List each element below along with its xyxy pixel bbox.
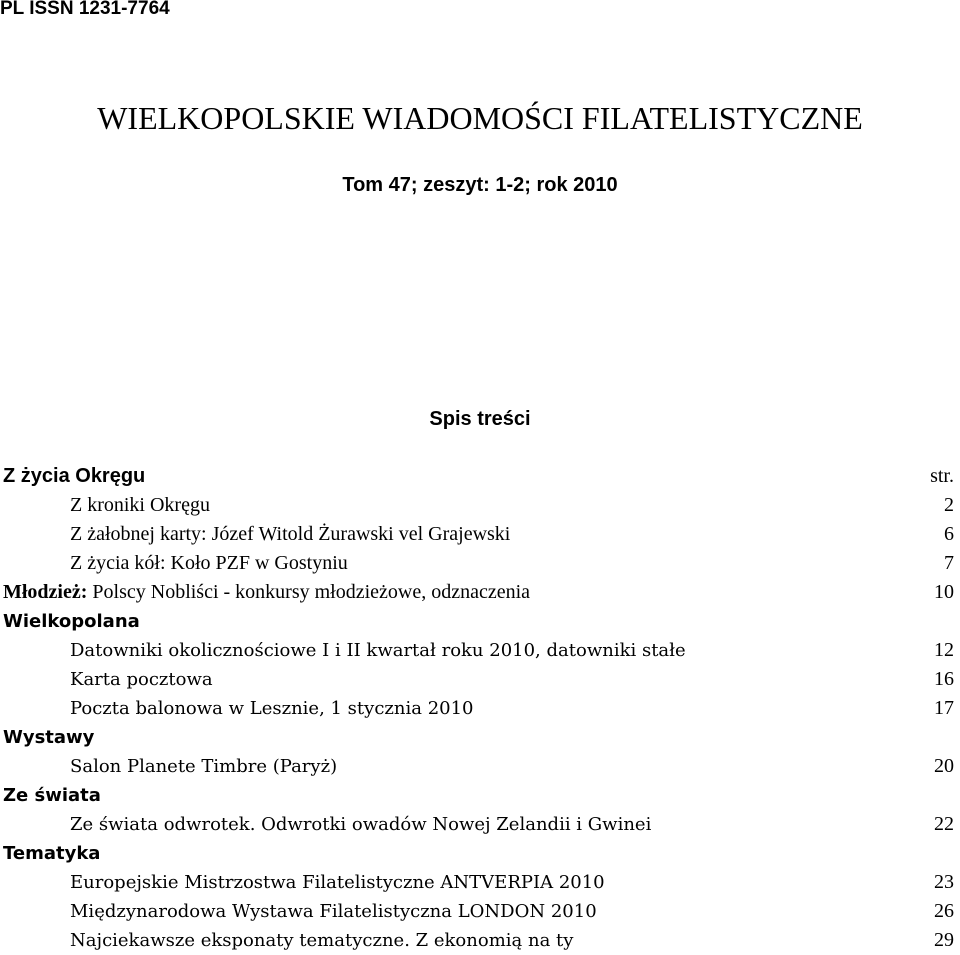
toc-entry-title: Z żałobnej karty: Józef Witold Żurawski vel Grajewski <box>70 523 511 545</box>
toc-entry-page: 23 <box>934 871 954 893</box>
section-title: Wystawy <box>3 727 95 748</box>
toc-entry[interactable] <box>0 897 960 926</box>
toc-entry-title: Z życia kół: Koło PZF w Gostyniu <box>70 552 348 574</box>
volume-info: Tom 47; zeszyt: 1-2; rok 2010 <box>342 174 618 196</box>
toc-entry[interactable] <box>0 636 960 665</box>
toc-entry[interactable] <box>0 520 960 549</box>
toc-section-wystawy <box>0 723 960 752</box>
toc-entry[interactable] <box>0 491 960 520</box>
toc-entry-mlodziez[interactable] <box>0 578 960 607</box>
toc-entry-page: 2 <box>944 494 954 516</box>
toc-entry-title: Poczta balonowa w Lesznie, 1 stycznia 2010 <box>70 698 474 719</box>
toc-entry[interactable] <box>0 694 960 723</box>
publication-title: WIELKOPOLSKIE WIADOMOŚCI FILATELISTYCZNE <box>97 100 863 136</box>
toc-entry-title: Karta pocztowa <box>70 669 213 690</box>
toc-entry[interactable] <box>0 868 960 897</box>
toc-entry[interactable] <box>0 665 960 694</box>
section-title: Wielkopolana <box>3 611 140 632</box>
toc-entry-page: 7 <box>944 552 954 574</box>
toc-entry-title: Ze świata odwrotek. Odwrotki owadów Nowej Zelandii i Gwinei <box>70 814 652 835</box>
toc-entry[interactable] <box>0 926 960 955</box>
toc-section-wielkopolana <box>0 607 960 636</box>
toc-entry-title: Salon Planete Timbre (Paryż) <box>70 756 338 777</box>
toc-entry-title: Najciekawsze eksponaty tematyczne. Z ekonomią na ty <box>70 930 574 951</box>
section-title: Ze świata <box>3 785 101 806</box>
page-column-label: str. <box>930 465 954 487</box>
section-title: Z życia Okręgu <box>3 465 146 487</box>
toc-entry-title: Datowniki okolicznościowe I i II kwartał roku 2010, datowniki stałe <box>70 640 686 661</box>
toc-entry-title: Międzynarodowa Wystawa Filatelistyczna LONDON 2010 <box>70 901 597 922</box>
toc-entry-page: 12 <box>934 639 954 661</box>
toc-entry-page: 26 <box>934 900 954 922</box>
table-of-contents <box>0 462 960 955</box>
toc-entry[interactable] <box>0 752 960 781</box>
toc-entry-page: 17 <box>934 697 954 719</box>
mlodziez-label: Młodzież: <box>3 581 88 603</box>
toc-entry-page: 22 <box>934 813 954 835</box>
toc-section-tematyka <box>0 839 960 868</box>
toc-entry-page: 29 <box>934 929 954 951</box>
toc-entry-title: Europejskie Mistrzostwa Filatelistyczne ANTVERPIA 2010 <box>70 872 605 893</box>
toc-entry[interactable] <box>0 549 960 578</box>
toc-entry[interactable] <box>0 810 960 839</box>
mlodziez-text: Polscy Nobliści - konkursy młodzieżowe, odznaczenia <box>87 581 531 603</box>
toc-entry-page: 6 <box>944 523 954 545</box>
toc-heading: Spis treści <box>429 408 531 430</box>
toc-entry-title: Z kroniki Okręgu <box>70 494 210 516</box>
section-title: Tematyka <box>3 843 101 864</box>
toc-entry-page: 16 <box>934 668 954 690</box>
issn-label: PL ISSN 1231-7764 <box>0 0 170 19</box>
toc-entry-page: 20 <box>934 755 954 777</box>
toc-entry-title <box>3 578 530 607</box>
toc-section-z-zycia-okregu <box>0 462 960 491</box>
toc-section-ze-swiata <box>0 781 960 810</box>
toc-entry-page: 10 <box>934 581 954 603</box>
